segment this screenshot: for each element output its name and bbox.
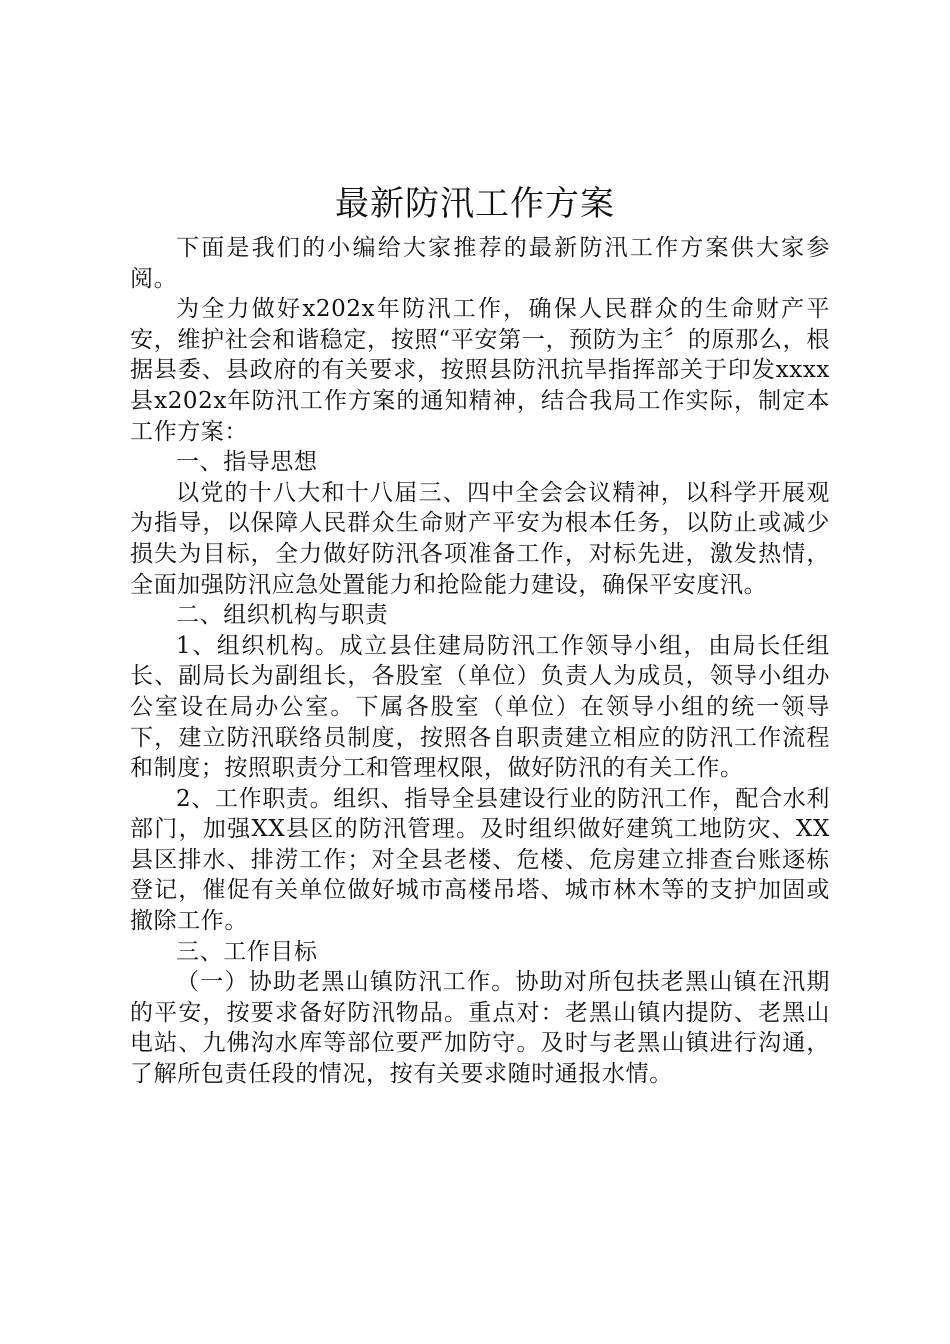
paragraph-guiding-ideology: 以党的十八大和十八届三、四中全会会议精神，以科学开展观为指导，以保障人民群众生命财产平安为根本任务，以防止或减少损失为目标，全力做好防汛各项准备工作，对标先进，激发热情，全面加强防汛应急处置能力和抢险能力建设，确保平安度汛。 (130, 479, 830, 598)
document-body (130, 233, 830, 1090)
heading-organization-duties: 二、组织机构与职责 (176, 602, 389, 629)
document-title: 最新防汛工作方案 (335, 184, 615, 224)
paragraph-duties: 2、工作职责。组织、指导全县建设行业的防汛工作，配合水利部门，加强XX县区的防汛管理。及时组织做好建筑工地防灾、XX县区排水、排涝工作；对全县老楼、危楼、危房建立排查台账逐栋登记，催促有关单位做好城市高楼吊塔、城市林木等的支护加固或撤除工作。 (130, 785, 830, 935)
paragraph-organization: 1、组织机构。成立县住建局防汛工作领导小组，由局长任组长、副局长为副组长，各股室（单位）负责人为成员，领导小组办公室设在局办公室。下属各股室（单位）在领导小组的统一领导下，建立防汛联络员制度，按照各自职责建立相应的防汛工作流程和制度；按照职责分工和管理权限，做好防汛的有关工作。 (130, 632, 830, 782)
heading-work-goals: 三、工作目标 (176, 938, 318, 965)
paragraph-goal-one: （一）协助老黑山镇防汛工作。协助对所包扶老黑山镇在汛期的平安，按要求备好防汛物品。重点对：老黑山镇内提防、老黑山电站、九佛沟水库等部位要严加防守。及时与老黑山镇进行沟通，了解所包责任段的情况，按有关要求随时通报水情。 (130, 969, 830, 1088)
paragraph-purpose: 为全力做好x202x年防汛工作，确保人民群众的生命财产平安，维护社会和谐稳定，按照“平安第一，预防为主〞的原那么，根据县委、县政府的有关要求，按照县防汛抗旱指挥部关于印发xxxx县x202x年防汛工作方案的通知精神，结合我局工作实际，制定本工作方案： (130, 296, 830, 445)
heading-guiding-ideology: 一、指导思想 (176, 449, 318, 476)
paragraph-intro: 下面是我们的小编给大家推荐的最新防汛工作方案供大家参阅。 (130, 235, 830, 292)
